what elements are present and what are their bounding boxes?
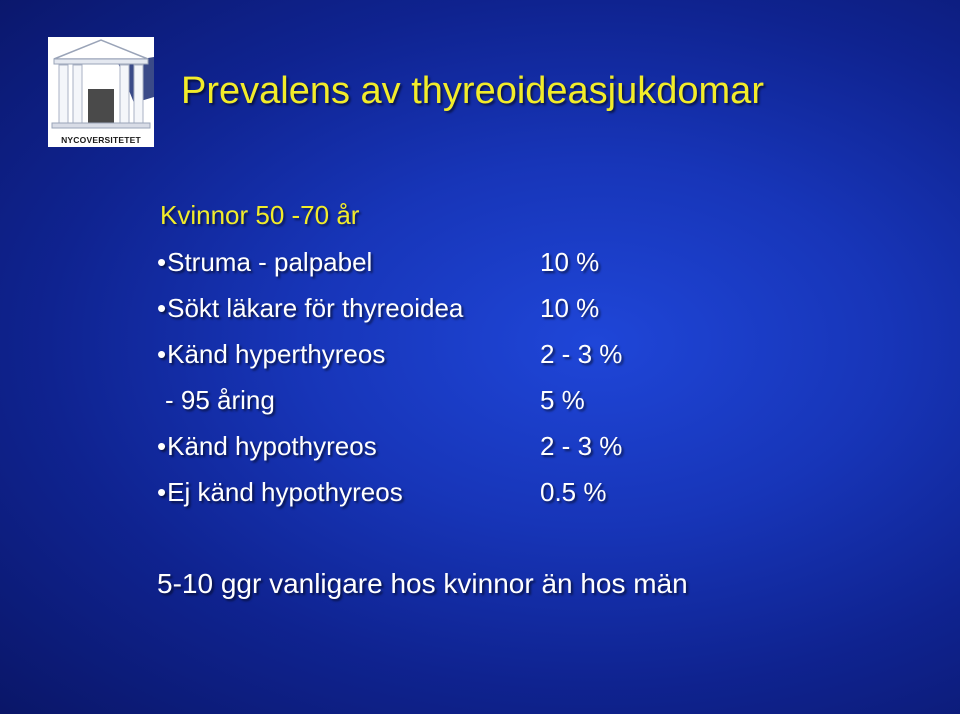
university-logo — [48, 37, 154, 147]
bullet: • — [157, 431, 167, 461]
item-value: 2 - 3 % — [540, 339, 623, 369]
item-value: 5 % — [540, 385, 585, 415]
university-building-icon — [48, 37, 154, 135]
item-label: - 95 åring — [165, 385, 275, 415]
bullet: • — [157, 339, 167, 369]
list-item — [157, 334, 717, 374]
bullet: • — [157, 293, 167, 323]
item-value: 10 % — [540, 293, 600, 323]
list-item — [157, 380, 717, 420]
item-label: Sökt läkare för thyreoidea — [167, 293, 464, 323]
list-item — [157, 242, 717, 282]
subtitle: Kvinnor 50 -70 år — [160, 200, 360, 230]
item-label: Känd hyperthyreos — [167, 339, 386, 369]
item-value: 0.5 % — [540, 477, 607, 507]
list-item — [157, 288, 717, 328]
slide-title: Prevalens av thyreoideasjukdomar — [181, 70, 764, 112]
bullet: • — [157, 247, 167, 277]
item-label: Känd hypothyreos — [167, 431, 377, 461]
item-label: Ej känd hypothyreos — [167, 477, 403, 507]
item-label: Struma - palpabel — [167, 247, 373, 277]
list-item — [157, 472, 717, 512]
list-item — [157, 426, 717, 466]
item-value: 10 % — [540, 247, 600, 277]
logo-text: NYCOVERSITETET — [61, 135, 141, 145]
bullet: • — [157, 477, 167, 507]
footnote: 5-10 ggr vanligare hos kvinnor än hos män — [157, 568, 688, 599]
item-value: 2 - 3 % — [540, 431, 623, 461]
